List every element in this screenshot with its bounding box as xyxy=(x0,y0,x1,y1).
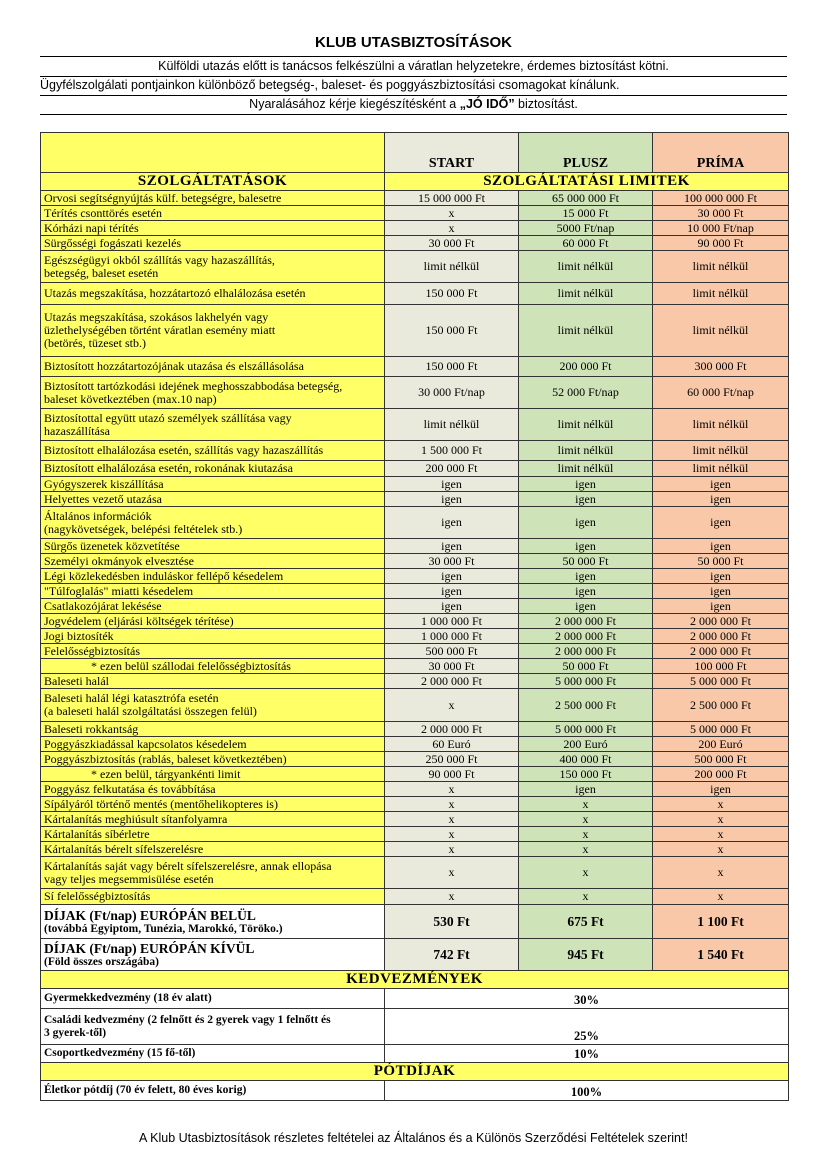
service-label: Biztosított hozzátartozójának utazása és elszállásolása xyxy=(41,357,385,377)
table-row xyxy=(41,441,789,461)
service-label: Kártalanítás síbérletre xyxy=(41,827,385,842)
prima-value: 2 000 000 Ft xyxy=(653,629,789,644)
start-value: x xyxy=(385,782,519,797)
service-label: Biztosított elhalálozása esetén, rokonának kiutazása xyxy=(41,461,385,477)
start-fee: 530 Ft xyxy=(385,905,519,939)
start-value: 500 000 Ft xyxy=(385,644,519,659)
plusz-value: 50 000 Ft xyxy=(519,554,653,569)
start-value: x xyxy=(385,797,519,812)
start-value: 1 000 000 Ft xyxy=(385,629,519,644)
start-value: 200 000 Ft xyxy=(385,461,519,477)
start-value: 30 000 Ft/nap xyxy=(385,377,519,409)
surcharge-value: 100% xyxy=(385,1081,789,1101)
table-row xyxy=(41,377,789,409)
prima-fee: 1 540 Ft xyxy=(653,939,789,971)
table-row xyxy=(41,357,789,377)
prima-value: limit nélkül xyxy=(653,409,789,441)
prima-value: 30 000 Ft xyxy=(653,206,789,221)
col-prima-header: PRÍMA xyxy=(653,133,789,173)
service-label: Baleseti rokkantság xyxy=(41,722,385,737)
fee-label-sub: (Föld összes országába) xyxy=(44,955,159,968)
plusz-value: igen xyxy=(519,492,653,507)
plusz-value: igen xyxy=(519,477,653,492)
plusz-value: x xyxy=(519,812,653,827)
service-label: Térítés csonttörés esetén xyxy=(41,206,385,221)
discount-value: 25% xyxy=(385,1009,789,1045)
start-value: 30 000 Ft xyxy=(385,236,519,251)
surcharges-header-row xyxy=(41,1063,789,1081)
table-row xyxy=(41,191,789,206)
service-label: Kártalanítás saját vagy bérelt sífelszerelésre, annak ellopása vagy teljes megsemmisülése esetén xyxy=(41,857,385,889)
discounts-header-row xyxy=(41,971,789,989)
start-value: 2 000 000 Ft xyxy=(385,674,519,689)
service-label: "Túlfoglalás" miatti késedelem xyxy=(41,584,385,599)
info-line-3: Nyaralásához kérje kiegészítésként a „JÓ IDŐ” biztosítást. xyxy=(249,97,578,111)
prima-value: igen xyxy=(653,569,789,584)
start-value: 150 000 Ft xyxy=(385,283,519,305)
table-row xyxy=(41,782,789,797)
start-value: 15 000 000 Ft xyxy=(385,191,519,206)
prima-value: igen xyxy=(653,599,789,614)
start-value: 30 000 Ft xyxy=(385,659,519,674)
service-label: Orvosi segítségnyújtás külf. betegségre, balesetre xyxy=(41,191,385,206)
fee-label-sub: (továbbá Egyiptom, Tunézia, Marokkó, Töröko.) xyxy=(44,922,283,935)
service-label: Sí felelősségbiztosítás xyxy=(41,889,385,905)
start-value: igen xyxy=(385,539,519,554)
discount-value: 10% xyxy=(385,1045,789,1063)
start-value: igen xyxy=(385,599,519,614)
table-row xyxy=(41,722,789,737)
service-label: Személyi okmányok elvesztése xyxy=(41,554,385,569)
divider xyxy=(40,76,787,77)
table-row xyxy=(41,409,789,441)
table-row xyxy=(41,644,789,659)
plusz-value: igen xyxy=(519,599,653,614)
start-value: igen xyxy=(385,569,519,584)
prima-fee: 1 100 Ft xyxy=(653,905,789,939)
prima-value: limit nélkül xyxy=(653,441,789,461)
start-value: igen xyxy=(385,477,519,492)
table-row xyxy=(41,461,789,477)
insurance-table-body xyxy=(41,133,789,1101)
info-line-2: Ügyfélszolgálati pontjainkon különböző betegség-, baleset- és poggyászbiztosítási csomagokat kínálunk. xyxy=(40,78,620,92)
plusz-value: x xyxy=(519,827,653,842)
plusz-value: 2 500 000 Ft xyxy=(519,689,653,722)
start-value: 90 000 Ft xyxy=(385,767,519,782)
service-label: Poggyászbiztosítás (rablás, baleset következtében) xyxy=(41,752,385,767)
service-label: Biztosított elhalálozása esetén, szállítás vagy hazaszállítás xyxy=(41,441,385,461)
start-value: x xyxy=(385,842,519,857)
prima-value: igen xyxy=(653,507,789,539)
surcharges-header: PÓTDÍJAK xyxy=(41,1063,789,1081)
table-row xyxy=(41,857,789,889)
table-row xyxy=(41,827,789,842)
prima-value: limit nélkül xyxy=(653,461,789,477)
discount-row xyxy=(41,1009,789,1045)
prima-value: 5 000 000 Ft xyxy=(653,674,789,689)
table-row xyxy=(41,599,789,614)
service-label: Kártalanítás bérelt sífelszerelésre xyxy=(41,842,385,857)
prima-value: igen xyxy=(653,584,789,599)
discount-label: Családi kedvezmény (2 felnőtt és 2 gyerek vagy 1 felnőtt és 3 gyerek-től) xyxy=(41,1009,385,1045)
table-row xyxy=(41,283,789,305)
prima-value: 2 000 000 Ft xyxy=(653,614,789,629)
prima-value: limit nélkül xyxy=(653,251,789,283)
plusz-value: 2 000 000 Ft xyxy=(519,614,653,629)
service-label: Felelősségbiztosítás xyxy=(41,644,385,659)
service-label: * ezen belül szállodai felelősségbiztosítás xyxy=(41,659,385,674)
plusz-fee: 675 Ft xyxy=(519,905,653,939)
start-value: x xyxy=(385,206,519,221)
start-value: x xyxy=(385,221,519,236)
discount-row xyxy=(41,1045,789,1063)
start-fee: 742 Ft xyxy=(385,939,519,971)
discount-value: 30% xyxy=(385,989,789,1009)
fee-row xyxy=(41,939,789,971)
plusz-value: limit nélkül xyxy=(519,461,653,477)
service-label: Sürgősségi fogászati kezelés xyxy=(41,236,385,251)
table-row xyxy=(41,767,789,782)
table-row xyxy=(41,629,789,644)
service-label: Biztosítottal együtt utazó személyek szállítása vagy hazaszállítása xyxy=(41,409,385,441)
prima-value: x xyxy=(653,857,789,889)
prima-value: 100 000 Ft xyxy=(653,659,789,674)
plusz-value: 2 000 000 Ft xyxy=(519,644,653,659)
plusz-value: x xyxy=(519,842,653,857)
table-row xyxy=(41,554,789,569)
start-value: igen xyxy=(385,584,519,599)
fee-label xyxy=(41,905,385,939)
page-title: KLUB UTASBIZTOSÍTÁSOK xyxy=(315,34,512,51)
service-label: Egészségügyi okból szállítás vagy hazaszállítás, betegség, baleset esetén xyxy=(41,251,385,283)
prima-value: x xyxy=(653,842,789,857)
header-blank-cell xyxy=(41,133,385,173)
service-label: Gyógyszerek kiszállítása xyxy=(41,477,385,492)
section-header-row xyxy=(41,173,789,191)
plusz-value: 50 000 Ft xyxy=(519,659,653,674)
table-row xyxy=(41,614,789,629)
plusz-value: 15 000 Ft xyxy=(519,206,653,221)
start-value: x xyxy=(385,689,519,722)
prima-value: 200 000 Ft xyxy=(653,767,789,782)
prima-value: 5 000 000 Ft xyxy=(653,722,789,737)
plusz-value: 200 Euró xyxy=(519,737,653,752)
services-header: SZOLGÁLTATÁSOK xyxy=(41,173,385,191)
start-value: limit nélkül xyxy=(385,409,519,441)
footer-note: A Klub Utasbiztosítások részletes feltételei az Általános és a Különös Szerződési Feltételek szerint! xyxy=(139,1131,688,1145)
service-label: Jogvédelem (eljárási költségek térítése) xyxy=(41,614,385,629)
prima-value: 2 000 000 Ft xyxy=(653,644,789,659)
start-value: x xyxy=(385,857,519,889)
table-row xyxy=(41,492,789,507)
fee-label-main: DÍJAK (Ft/nap) EURÓPÁN BELÜL xyxy=(44,907,256,923)
prima-value: 100 000 000 Ft xyxy=(653,191,789,206)
table-row xyxy=(41,674,789,689)
plusz-value: 150 000 Ft xyxy=(519,767,653,782)
service-label: Általános információk (nagykövetségek, belépési feltételek stb.) xyxy=(41,507,385,539)
fee-label xyxy=(41,939,385,971)
surcharge-label: Életkor pótdíj (70 év felett, 80 éves korig) xyxy=(41,1081,385,1101)
plusz-value: igen xyxy=(519,584,653,599)
service-label: Sípályáról történő mentés (mentőhelikopteres is) xyxy=(41,797,385,812)
start-value: igen xyxy=(385,492,519,507)
prima-value: 10 000 Ft/nap xyxy=(653,221,789,236)
service-label: Kártalanítás meghiúsult sítanfolyamra xyxy=(41,812,385,827)
start-value: limit nélkül xyxy=(385,251,519,283)
table-row xyxy=(41,569,789,584)
start-value: 2 000 000 Ft xyxy=(385,722,519,737)
table-row xyxy=(41,737,789,752)
divider xyxy=(40,56,787,57)
start-value: x xyxy=(385,812,519,827)
plusz-value: igen xyxy=(519,569,653,584)
table-row xyxy=(41,539,789,554)
table-row xyxy=(41,689,789,722)
plusz-value: 5 000 000 Ft xyxy=(519,674,653,689)
divider xyxy=(40,114,787,115)
plusz-value: limit nélkül xyxy=(519,441,653,461)
col-plusz-header: PLUSZ xyxy=(519,133,653,173)
service-label: Poggyász felkutatása és továbbítása xyxy=(41,782,385,797)
table-row xyxy=(41,221,789,236)
start-value: 150 000 Ft xyxy=(385,305,519,357)
prima-value: igen xyxy=(653,477,789,492)
service-label: Baleseti halál légi katasztrófa esetén (a baleseti halál szolgáltatási összegen felül) xyxy=(41,689,385,722)
column-header-row xyxy=(41,133,789,173)
table-row xyxy=(41,236,789,251)
plusz-value: 60 000 Ft xyxy=(519,236,653,251)
plusz-value: igen xyxy=(519,782,653,797)
start-value: 60 Euró xyxy=(385,737,519,752)
prima-value: 500 000 Ft xyxy=(653,752,789,767)
table-row xyxy=(41,659,789,674)
plusz-value: x xyxy=(519,857,653,889)
discounts-header: KEDVEZMÉNYEK xyxy=(41,971,789,989)
plusz-value: x xyxy=(519,889,653,905)
prima-value: 300 000 Ft xyxy=(653,357,789,377)
start-value: x xyxy=(385,889,519,905)
table-row xyxy=(41,584,789,599)
service-label: Poggyászkiadással kapcsolatos késedelem xyxy=(41,737,385,752)
plusz-value: limit nélkül xyxy=(519,305,653,357)
service-label: Jogi biztosíték xyxy=(41,629,385,644)
service-label: * ezen belül, tárgyankénti limit xyxy=(41,767,385,782)
plusz-fee: 945 Ft xyxy=(519,939,653,971)
plusz-value: 200 000 Ft xyxy=(519,357,653,377)
prima-value: 50 000 Ft xyxy=(653,554,789,569)
prima-value: x xyxy=(653,889,789,905)
table-row xyxy=(41,889,789,905)
prima-value: limit nélkül xyxy=(653,283,789,305)
prima-value: 90 000 Ft xyxy=(653,236,789,251)
divider xyxy=(40,95,787,96)
plusz-value: 65 000 000 Ft xyxy=(519,191,653,206)
start-value: 1 000 000 Ft xyxy=(385,614,519,629)
table-row xyxy=(41,305,789,357)
discount-row xyxy=(41,989,789,1009)
service-label: Csatlakozójárat lekésése xyxy=(41,599,385,614)
service-label: Sürgős üzenetek közvetítése xyxy=(41,539,385,554)
fee-label-main: DÍJAK (Ft/nap) EURÓPÁN KÍVÜL xyxy=(44,940,255,956)
start-value: igen xyxy=(385,507,519,539)
discount-label: Csoportkedvezmény (15 fő-től) xyxy=(41,1045,385,1063)
prima-value: 60 000 Ft/nap xyxy=(653,377,789,409)
prima-value: igen xyxy=(653,492,789,507)
plusz-value: 52 000 Ft/nap xyxy=(519,377,653,409)
plusz-value: x xyxy=(519,797,653,812)
service-label: Utazás megszakítása, szokásos lakhelyén vagy üzlethelységében történt váratlan esemény miatt (betörés, tüzeset stb.) xyxy=(41,305,385,357)
plusz-value: 5 000 000 Ft xyxy=(519,722,653,737)
start-value: x xyxy=(385,827,519,842)
plusz-value: 400 000 Ft xyxy=(519,752,653,767)
service-label: Kórházi napi térítés xyxy=(41,221,385,236)
jo-ido-highlight: „JÓ IDŐ” xyxy=(459,97,515,111)
table-row xyxy=(41,812,789,827)
prima-value: 200 Euró xyxy=(653,737,789,752)
plusz-value: 2 000 000 Ft xyxy=(519,629,653,644)
table-row xyxy=(41,477,789,492)
table-row xyxy=(41,507,789,539)
surcharge-row xyxy=(41,1081,789,1101)
info-line-1: Külföldi utazás előtt is tanácsos felkészülni a váratlan helyzetekre, érdemes biztosítást kötni. xyxy=(158,59,669,73)
table-row xyxy=(41,842,789,857)
service-label: Helyettes vezető utazása xyxy=(41,492,385,507)
start-value: 1 500 000 Ft xyxy=(385,441,519,461)
plusz-value: 5000 Ft/nap xyxy=(519,221,653,236)
prima-value: limit nélkül xyxy=(653,305,789,357)
plusz-value: limit nélkül xyxy=(519,409,653,441)
prima-value: igen xyxy=(653,539,789,554)
insurance-table xyxy=(40,132,789,1101)
table-row xyxy=(41,797,789,812)
discount-label: Gyermekkedvezmény (18 év alatt) xyxy=(41,989,385,1009)
table-row xyxy=(41,251,789,283)
prima-value: x xyxy=(653,812,789,827)
start-value: 30 000 Ft xyxy=(385,554,519,569)
plusz-value: limit nélkül xyxy=(519,283,653,305)
start-value: 150 000 Ft xyxy=(385,357,519,377)
plusz-value: limit nélkül xyxy=(519,251,653,283)
fee-row xyxy=(41,905,789,939)
limits-header: SZOLGÁLTATÁSI LIMITEK xyxy=(385,173,789,191)
prima-value: igen xyxy=(653,782,789,797)
service-label: Légi közlekedésben induláskor fellépő késedelem xyxy=(41,569,385,584)
col-start-header: START xyxy=(385,133,519,173)
prima-value: 2 500 000 Ft xyxy=(653,689,789,722)
start-value: 250 000 Ft xyxy=(385,752,519,767)
plusz-value: igen xyxy=(519,539,653,554)
prima-value: x xyxy=(653,797,789,812)
prima-value: x xyxy=(653,827,789,842)
service-label: Utazás megszakítása, hozzátartozó elhalálozása esetén xyxy=(41,283,385,305)
service-label: Biztosított tartózkodási idejének meghosszabbodása betegség, baleset következtében (max.10 nap) xyxy=(41,377,385,409)
service-label: Baleseti halál xyxy=(41,674,385,689)
table-row xyxy=(41,752,789,767)
plusz-value: igen xyxy=(519,507,653,539)
table-row xyxy=(41,206,789,221)
